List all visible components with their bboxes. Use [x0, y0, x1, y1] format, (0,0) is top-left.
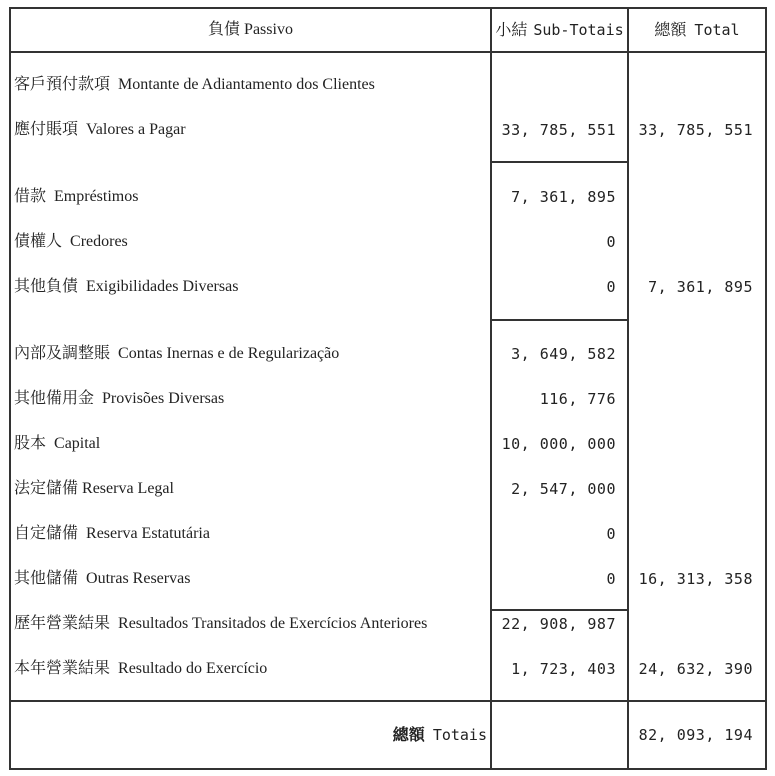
header-divider — [9, 51, 767, 53]
subtotal-group-divider-3 — [490, 609, 629, 611]
row-subtotal: 3, 649, 582 — [511, 345, 616, 363]
row-subtotal: 0 — [606, 233, 616, 251]
row-label: 歷年營業結果 Resultados Transitados de Exercícios Anteriores — [14, 615, 428, 632]
row-total: 24, 632, 390 — [638, 660, 753, 678]
row-subtotal: 0 — [606, 570, 616, 588]
footer-divider — [9, 700, 767, 702]
row-label: 借款 Empréstimos — [14, 188, 139, 205]
row-label: 其他備用金 Provisões Diversas — [14, 390, 225, 407]
row-subtotal: 33, 785, 551 — [501, 121, 616, 139]
row-subtotal: 1, 723, 403 — [511, 660, 616, 678]
row-total: 7, 361, 895 — [648, 278, 753, 296]
row-label: 債權人 Credores — [14, 233, 128, 250]
subtotal-group-divider-2 — [490, 319, 629, 321]
header-subtotals: 小結 Sub-Totais — [495, 21, 624, 39]
row-label: 內部及調整賬 Contas Inernas e de Regularização — [14, 345, 340, 362]
header-liabilities: 負債 Passivo — [208, 21, 293, 38]
row-subtotal: 0 — [606, 278, 616, 296]
row-total: 33, 785, 551 — [638, 121, 753, 139]
row-subtotal: 7, 361, 895 — [511, 188, 616, 206]
grand-total: 82, 093, 194 — [638, 726, 753, 744]
row-label: 其他儲備 Outras Reservas — [14, 570, 191, 587]
row-label: 本年營業結果 Resultado do Exercício — [14, 660, 268, 677]
header-total: 總額 Total — [654, 21, 740, 39]
row-subtotal: 10, 000, 000 — [501, 435, 616, 453]
row-subtotal: 22, 908, 987 — [501, 615, 616, 633]
row-label: 自定儲備 Reserva Estatutária — [14, 525, 210, 542]
totals-label: 總額 Totais — [392, 726, 487, 744]
subtotal-group-divider-1 — [490, 161, 629, 163]
row-total: 16, 313, 358 — [638, 570, 753, 588]
row-label: 法定儲備 Reserva Legal — [14, 480, 174, 497]
row-subtotal: 2, 547, 000 — [511, 480, 616, 498]
row-label: 客戶預付款項 Montante de Adiantamento dos Clientes — [14, 76, 375, 93]
row-label: 應付賬項 Valores a Pagar — [14, 121, 186, 138]
row-label: 股本 Capital — [14, 435, 101, 452]
row-label: 其他負債 Exigibilidades Diversas — [14, 278, 239, 295]
row-subtotal: 116, 776 — [539, 390, 616, 408]
row-subtotal: 0 — [606, 525, 616, 543]
